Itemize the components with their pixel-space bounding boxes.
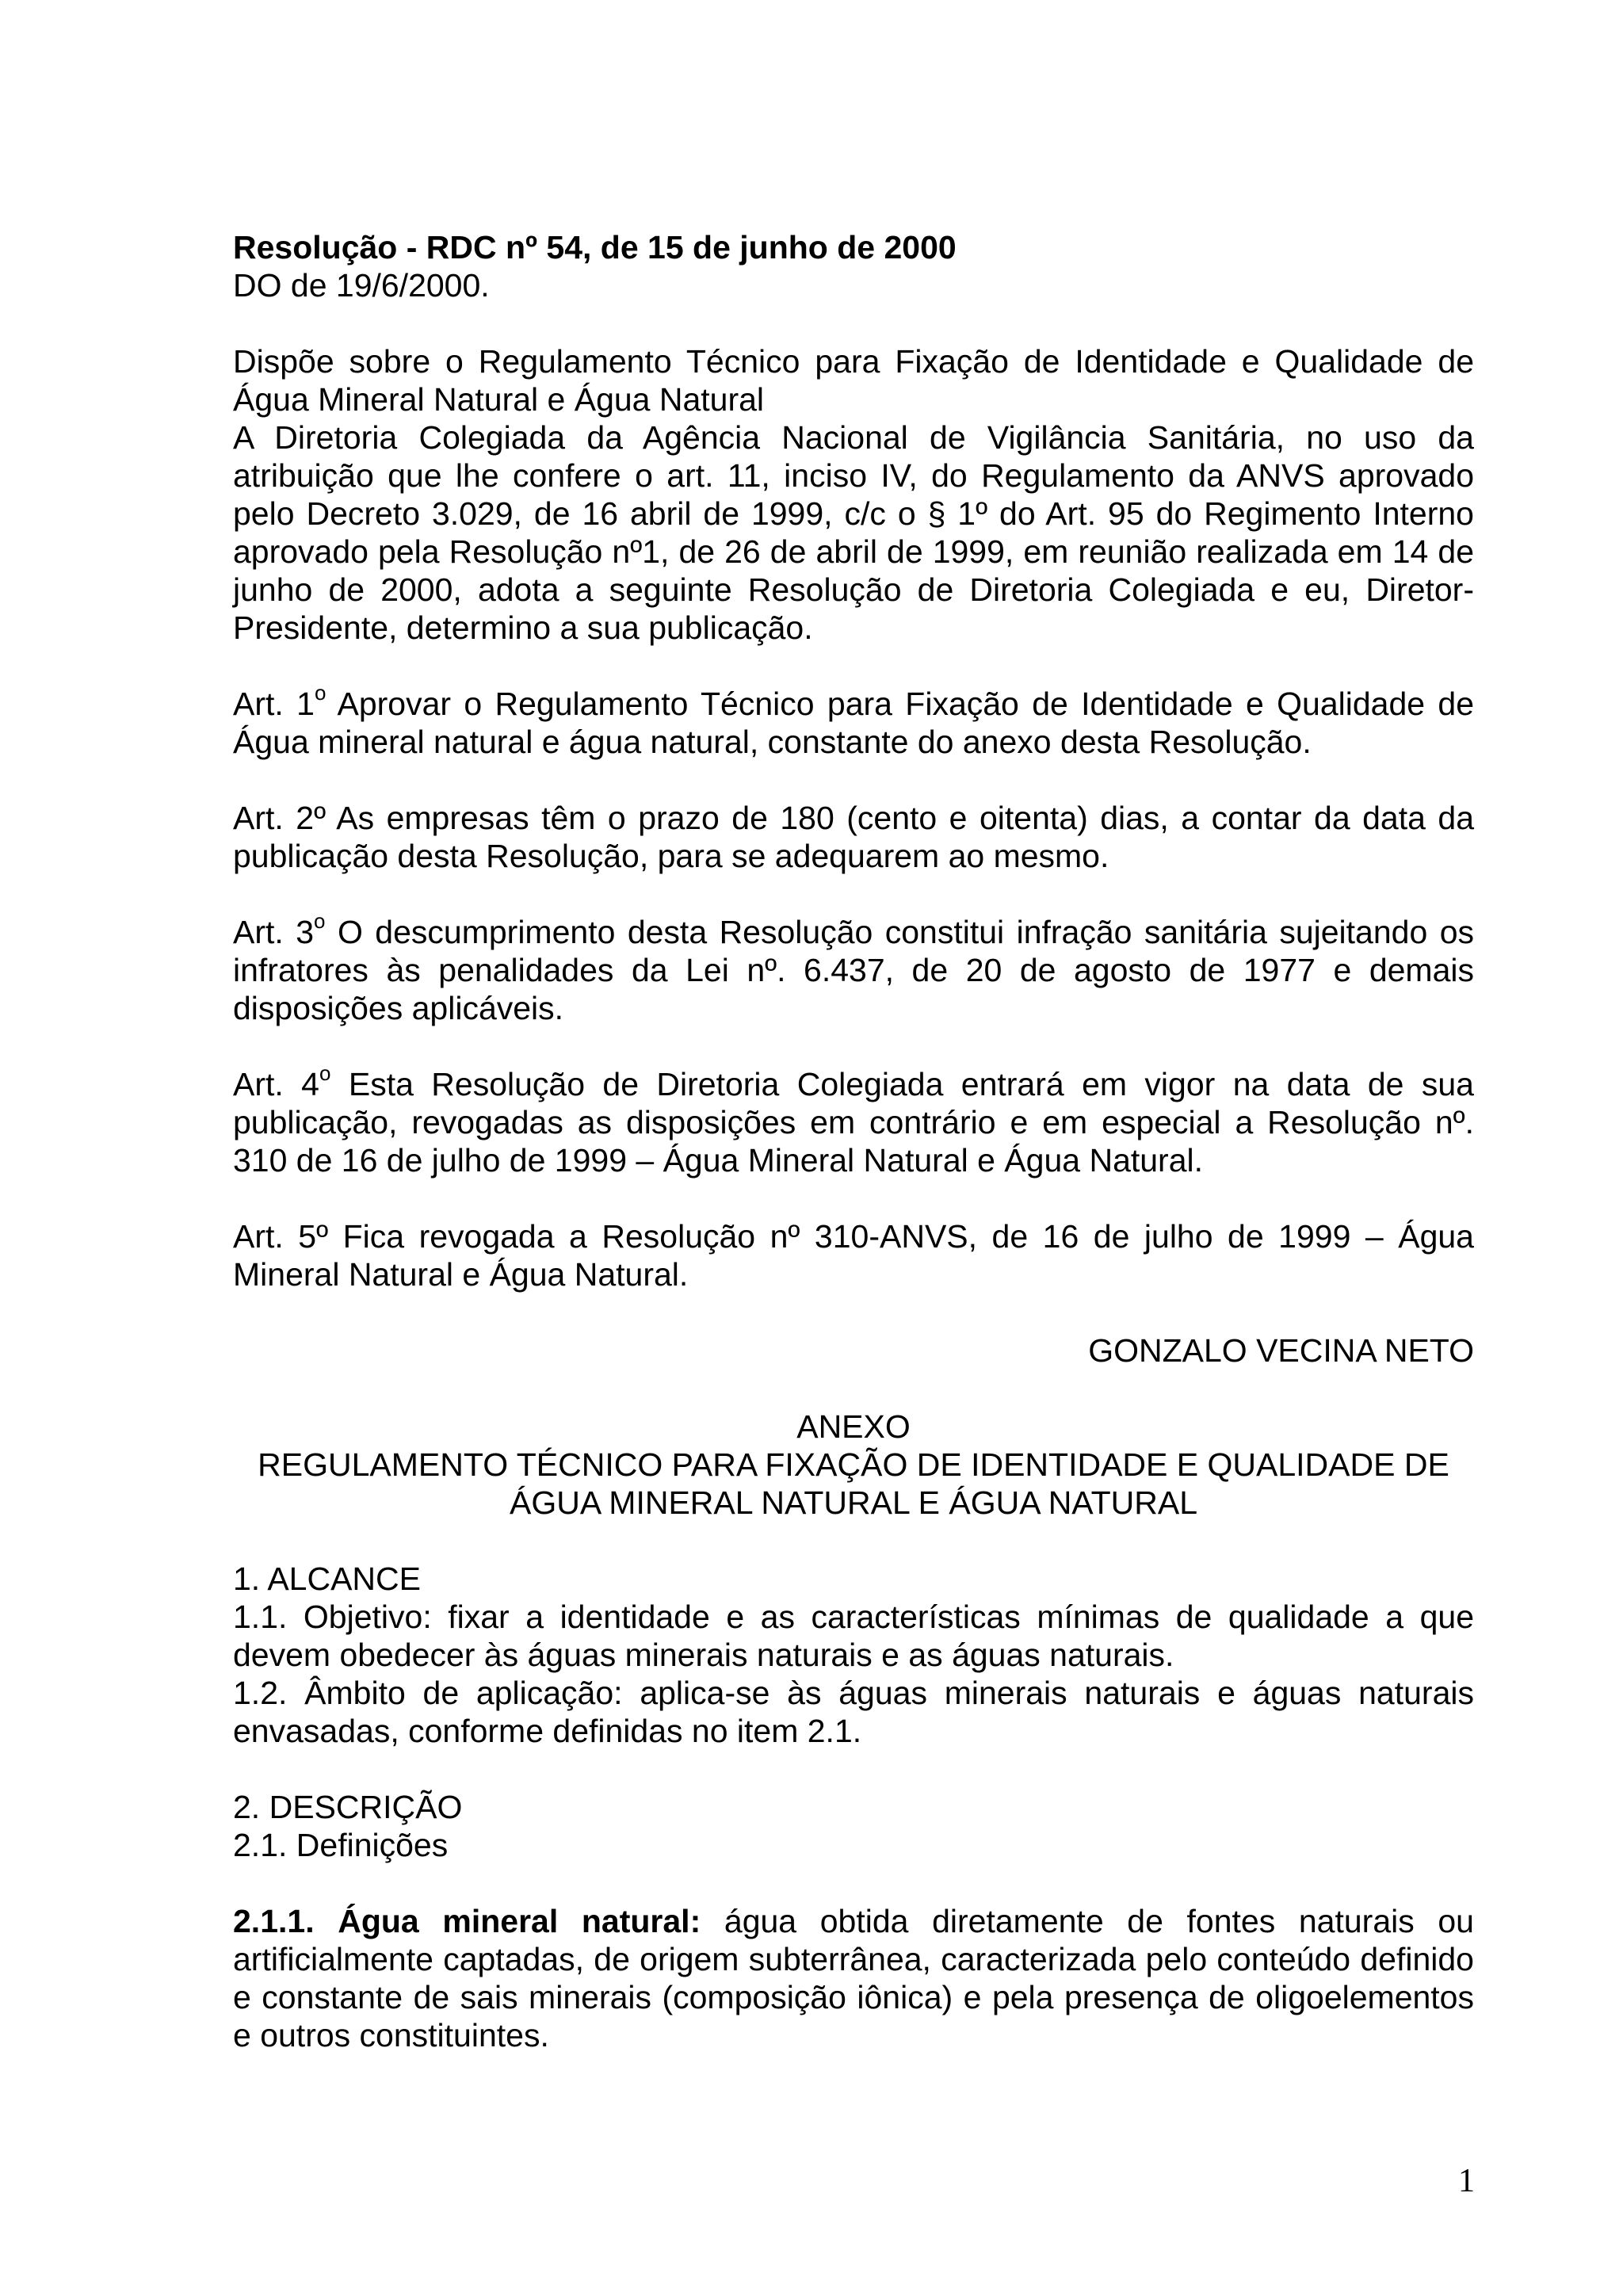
item-1-2: 1.2. Âmbito de aplicação: aplica-se às águas minerais naturais e águas naturais envasadas, conforme definidas no item 2.1. [233,1675,1474,1749]
article-1 [233,681,1474,761]
article-1-number: Art. 1 [233,686,315,722]
item-1-1: 1.1. Objetivo: fixar a identidade e as características mínimas de qualidade a que devem obedecer às águas minerais naturais e as águas naturais. [233,1599,1474,1673]
article-3-ordinal: o [314,909,326,934]
article-1-ordinal: o [314,681,327,705]
annex-title-line-2: ÁGUA MINERAL NATURAL E ÁGUA NATURAL [509,1484,1198,1521]
signature: GONZALO VECINA NETO [1088,1332,1474,1369]
ementa: Dispõe sobre o Regulamento Técnico para Fixação de Identidade e Qualidade de Água Mineral Natural e Água Natural [233,343,1474,418]
section-1-heading: 1. ALCANCE [233,1561,421,1597]
article-3 [233,909,1475,1027]
section-2-heading: 2. DESCRIÇÃO [233,1789,463,1825]
article-4-text: Esta Resolução de Diretoria Colegiada entrará em vigor na data de sua publicação, revogadas as disposições em contrário e em especial a Resolução nº. 310 de 16 de julho de 1999 – Água Mineral Natural e Água Natural. [233,1066,1474,1179]
annex-title-line-1: REGULAMENTO TÉCNICO PARA FIXAÇÃO DE IDENTIDADE E QUALIDADE DE [258,1446,1449,1483]
item-2-1-1 [233,1902,1474,2054]
article-4-ordinal: o [319,1061,331,1086]
item-2-1-1-term: 2.1.1. Água mineral natural: [233,1903,701,1939]
article-3-text: O descumprimento desta Resolução constitui infração sanitária sujeitando os infratores às penalidades da Lei nº. 6.437, de 20 de agosto de 1977 e demais disposições aplicáveis. [233,914,1475,1026]
article-4-number: Art. 4 [233,1066,319,1102]
item-2-1-1-text: água obtida diretamente de fontes naturais ou artificialmente captadas, de origem subterrânea, caracterizada pelo conteúdo definido e constante de sais minerais (composição iônica) e pela presença de oligoelementos e outros constituintes. [233,1903,1474,2053]
article-1-text: Aprovar o Regulamento Técnico para Fixação de Identidade e Qualidade de Água mineral natural e água natural, constante do anexo desta Resolução. [233,686,1474,760]
article-5: Art. 5º Fica revogada a Resolução nº 310-ANVS, de 16 de julho de 1999 – Água Mineral Natural e Água Natural. [233,1218,1474,1293]
article-3-number: Art. 3 [233,914,315,950]
publication-date: DO de 19/6/2000. [233,267,490,304]
annex-label: ANEXO [796,1408,911,1445]
resolution-title: Resolução - RDC nº 54, de 15 de junho de 2000 [233,229,957,266]
preamble: A Diretoria Colegiada da Agência Nacional de Vigilância Sanitária, no uso da atribuição que lhe confere o art. 11, inciso IV, do Regulamento da ANVS aprovado pelo Decreto 3.029, de 16 abril de 1999, c/c o § 1º do Art. 95 do Regimento Interno aprovado pela Resolução nº1, de 26 de abril de 1999, em reunião realizada em 14 de junho de 2000, adota a seguinte Resolução de Diretoria Colegiada e eu, Diretor-Presidente, determino a sua publicação. [233,419,1474,646]
page-number: 1 [1458,2163,1475,2199]
section-2-1-subheading: 2.1. Definições [233,1827,449,1863]
article-4 [233,1061,1474,1179]
document-page [233,228,1474,2054]
article-2: Art. 2º As empresas têm o prazo de 180 (cento e oitenta) dias, a contar da data da publicação desta Resolução, para se adequarem ao mesmo. [233,800,1474,874]
